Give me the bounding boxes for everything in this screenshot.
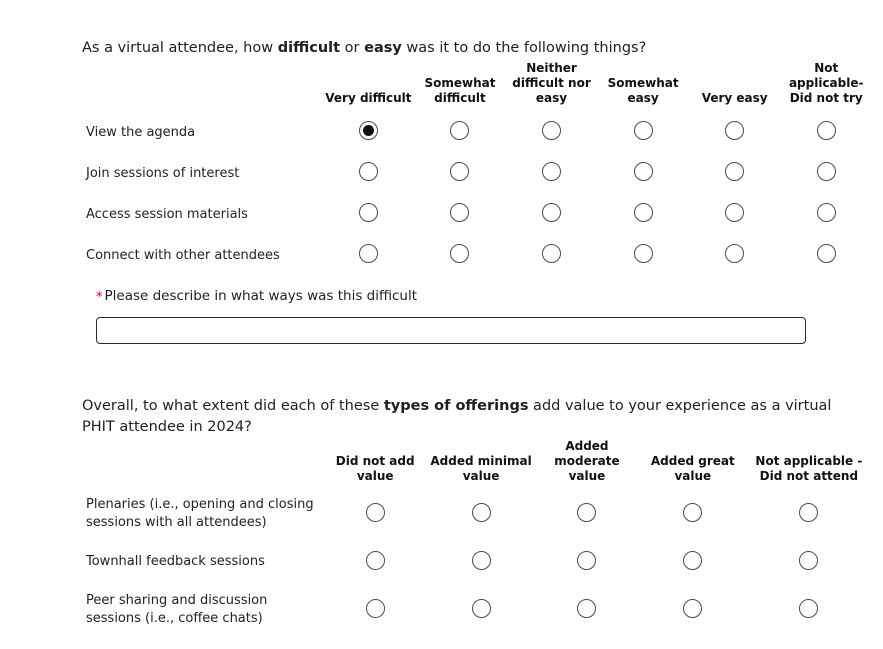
radio-q1-r1-c1[interactable] [450, 162, 469, 181]
followup-question [96, 287, 812, 344]
radio-q2-r1-c0[interactable] [366, 551, 385, 570]
question1-cell-1-1[interactable] [414, 153, 506, 194]
table-row [82, 235, 872, 276]
q1-text-a: As a virtual attendee, how [82, 40, 278, 56]
table-row [82, 490, 872, 538]
question1-cell-1-5[interactable] [780, 153, 872, 194]
question1-cell-3-5[interactable] [780, 235, 872, 276]
q1-text-e: was it to do the following things? [401, 40, 647, 56]
question1-row-label-0: View the agenda [86, 124, 196, 140]
table-row [82, 112, 872, 153]
question2-cell-2-4[interactable] [746, 586, 872, 634]
question2-cell-1-3[interactable] [640, 538, 746, 586]
question2-cell-1-1[interactable] [428, 538, 534, 586]
q2-text-c: add value to your experience as a virtual PHIT attendee in 2024? [82, 398, 832, 436]
question2-cell-2-1[interactable] [428, 586, 534, 634]
question1-matrix [82, 60, 872, 276]
question1-col-not-applicable: Not applicable- Did not try [788, 61, 864, 105]
followup-label [96, 287, 812, 307]
radio-q2-r2-c2[interactable] [577, 599, 596, 618]
radio-q1-r3-c2[interactable] [542, 244, 561, 263]
question1-col-neither: Neither difficult nor easy [512, 61, 591, 105]
radio-q1-r2-c0[interactable] [359, 203, 378, 222]
radio-q2-r0-c2[interactable] [577, 503, 596, 522]
question2-header-row [82, 438, 872, 490]
question2-row-label-0: Plenaries (i.e., opening and closing sessions with all attendees) [86, 497, 314, 530]
question1-cell-2-3[interactable] [597, 194, 689, 235]
question2-cell-2-0[interactable] [322, 586, 428, 634]
question2-col-not-applicable: Not applicable - Did not attend [755, 454, 863, 483]
table-row [82, 586, 872, 634]
radio-q2-r0-c4[interactable] [799, 503, 818, 522]
question1-header-row [82, 60, 872, 112]
table-row [82, 538, 872, 586]
radio-q1-r3-c3[interactable] [634, 244, 653, 263]
question2-table [82, 438, 872, 634]
required-marker: * [96, 290, 103, 305]
radio-q1-r0-c2[interactable] [542, 121, 561, 140]
question1-row-label-1: Join sessions of interest [86, 165, 240, 181]
radio-q1-r3-c5[interactable] [817, 244, 836, 263]
question2-cell-1-4[interactable] [746, 538, 872, 586]
radio-q1-r1-c3[interactable] [634, 162, 653, 181]
question2-matrix [82, 438, 872, 634]
question1-cell-3-2[interactable] [506, 235, 598, 276]
radio-q1-r1-c4[interactable] [725, 162, 744, 181]
question2-row-label-2: Peer sharing and discussion sessions (i.e., coffee chats) [86, 593, 268, 626]
radio-q1-r0-c5[interactable] [817, 121, 836, 140]
question2-col-great: Added great value [650, 454, 735, 483]
radio-q1-r0-c0[interactable] [359, 121, 378, 140]
radio-q1-r3-c4[interactable] [725, 244, 744, 263]
radio-q2-r2-c1[interactable] [472, 599, 491, 618]
question1-prompt [82, 38, 842, 59]
radio-q1-r0-c1[interactable] [450, 121, 469, 140]
table-row [82, 153, 872, 194]
question1-cell-0-4[interactable] [689, 112, 781, 153]
q2-text-a: Overall, to what extent did each of these [82, 398, 384, 414]
radio-q1-r3-c0[interactable] [359, 244, 378, 263]
question1-cell-2-2[interactable] [506, 194, 598, 235]
question2-cell-2-3[interactable] [640, 586, 746, 634]
question1-cell-1-0[interactable] [323, 153, 415, 194]
question2-cell-0-2[interactable] [534, 490, 640, 538]
question1-col-somewhat-easy: Somewhat easy [607, 76, 679, 105]
question1-table [82, 60, 872, 276]
question1-cell-0-2[interactable] [506, 112, 598, 153]
question1-corner-cell [82, 60, 323, 112]
q1-text-b: difficult [277, 40, 341, 56]
question1-row-label-2: Access session materials [86, 206, 248, 222]
radio-q2-r0-c1[interactable] [472, 503, 491, 522]
question2-corner-cell [82, 438, 322, 490]
question2-cell-0-0[interactable] [322, 490, 428, 538]
followup-text-input[interactable] [96, 317, 806, 344]
question1-cell-0-0[interactable] [323, 112, 415, 153]
question2-cell-1-0[interactable] [322, 538, 428, 586]
question1-cell-1-2[interactable] [506, 153, 598, 194]
question2-prompt [82, 396, 842, 438]
question1-cell-0-1[interactable] [414, 112, 506, 153]
question1-cell-0-5[interactable] [780, 112, 872, 153]
radio-q2-r2-c0[interactable] [366, 599, 385, 618]
radio-q1-r2-c1[interactable] [450, 203, 469, 222]
question1-row-label-3: Connect with other attendees [86, 247, 280, 263]
question1-col-somewhat-difficult: Somewhat difficult [424, 76, 496, 105]
radio-q2-r0-c0[interactable] [366, 503, 385, 522]
question2-row-label-1: Townhall feedback sessions [86, 554, 265, 570]
radio-q1-r0-c3[interactable] [634, 121, 653, 140]
q1-text-c: or [340, 40, 365, 56]
radio-q2-r0-c3[interactable] [683, 503, 702, 522]
question2-col-did-not-add: Did not add value [335, 454, 415, 483]
question1-col-very-difficult: Very difficult [325, 91, 412, 105]
radio-q1-r2-c2[interactable] [542, 203, 561, 222]
radio-q1-r1-c2[interactable] [542, 162, 561, 181]
question1-cell-2-1[interactable] [414, 194, 506, 235]
radio-q2-r1-c2[interactable] [577, 551, 596, 570]
question1-prompt-text [82, 38, 842, 59]
table-row [82, 194, 872, 235]
radio-q1-r2-c5[interactable] [817, 203, 836, 222]
radio-q1-r3-c1[interactable] [450, 244, 469, 263]
radio-q2-r1-c1[interactable] [472, 551, 491, 570]
question2-cell-1-2[interactable] [534, 538, 640, 586]
followup-label-text: Please describe in what ways was this difficult [104, 288, 418, 304]
q2-text-b: types of offerings [383, 398, 529, 414]
question2-cell-2-2[interactable] [534, 586, 640, 634]
question2-col-moderate: Added moderate value [554, 439, 620, 483]
question1-col-very-easy: Very easy [701, 91, 768, 105]
question1-cell-1-3[interactable] [597, 153, 689, 194]
radio-q1-r0-c4[interactable] [725, 121, 744, 140]
question2-cell-0-1[interactable] [428, 490, 534, 538]
radio-q2-r2-c3[interactable] [683, 599, 702, 618]
q1-text-d: easy [364, 40, 402, 56]
question1-cell-1-4[interactable] [689, 153, 781, 194]
question1-cell-2-5[interactable] [780, 194, 872, 235]
question1-cell-2-0[interactable] [323, 194, 415, 235]
radio-q1-r2-c4[interactable] [725, 203, 744, 222]
radio-q2-r2-c4[interactable] [799, 599, 818, 618]
question2-col-minimal: Added minimal value [430, 454, 532, 483]
radio-q1-r1-c0[interactable] [359, 162, 378, 181]
question2-cell-0-4[interactable] [746, 490, 872, 538]
question1-cell-0-3[interactable] [597, 112, 689, 153]
question1-cell-2-4[interactable] [689, 194, 781, 235]
radio-q1-r2-c3[interactable] [634, 203, 653, 222]
question2-cell-0-3[interactable] [640, 490, 746, 538]
question1-cell-3-1[interactable] [414, 235, 506, 276]
radio-q2-r1-c4[interactable] [799, 551, 818, 570]
radio-q1-r1-c5[interactable] [817, 162, 836, 181]
radio-q2-r1-c3[interactable] [683, 551, 702, 570]
question1-cell-3-3[interactable] [597, 235, 689, 276]
question2-prompt-text [82, 396, 842, 438]
question1-cell-3-4[interactable] [689, 235, 781, 276]
question1-cell-3-0[interactable] [323, 235, 415, 276]
